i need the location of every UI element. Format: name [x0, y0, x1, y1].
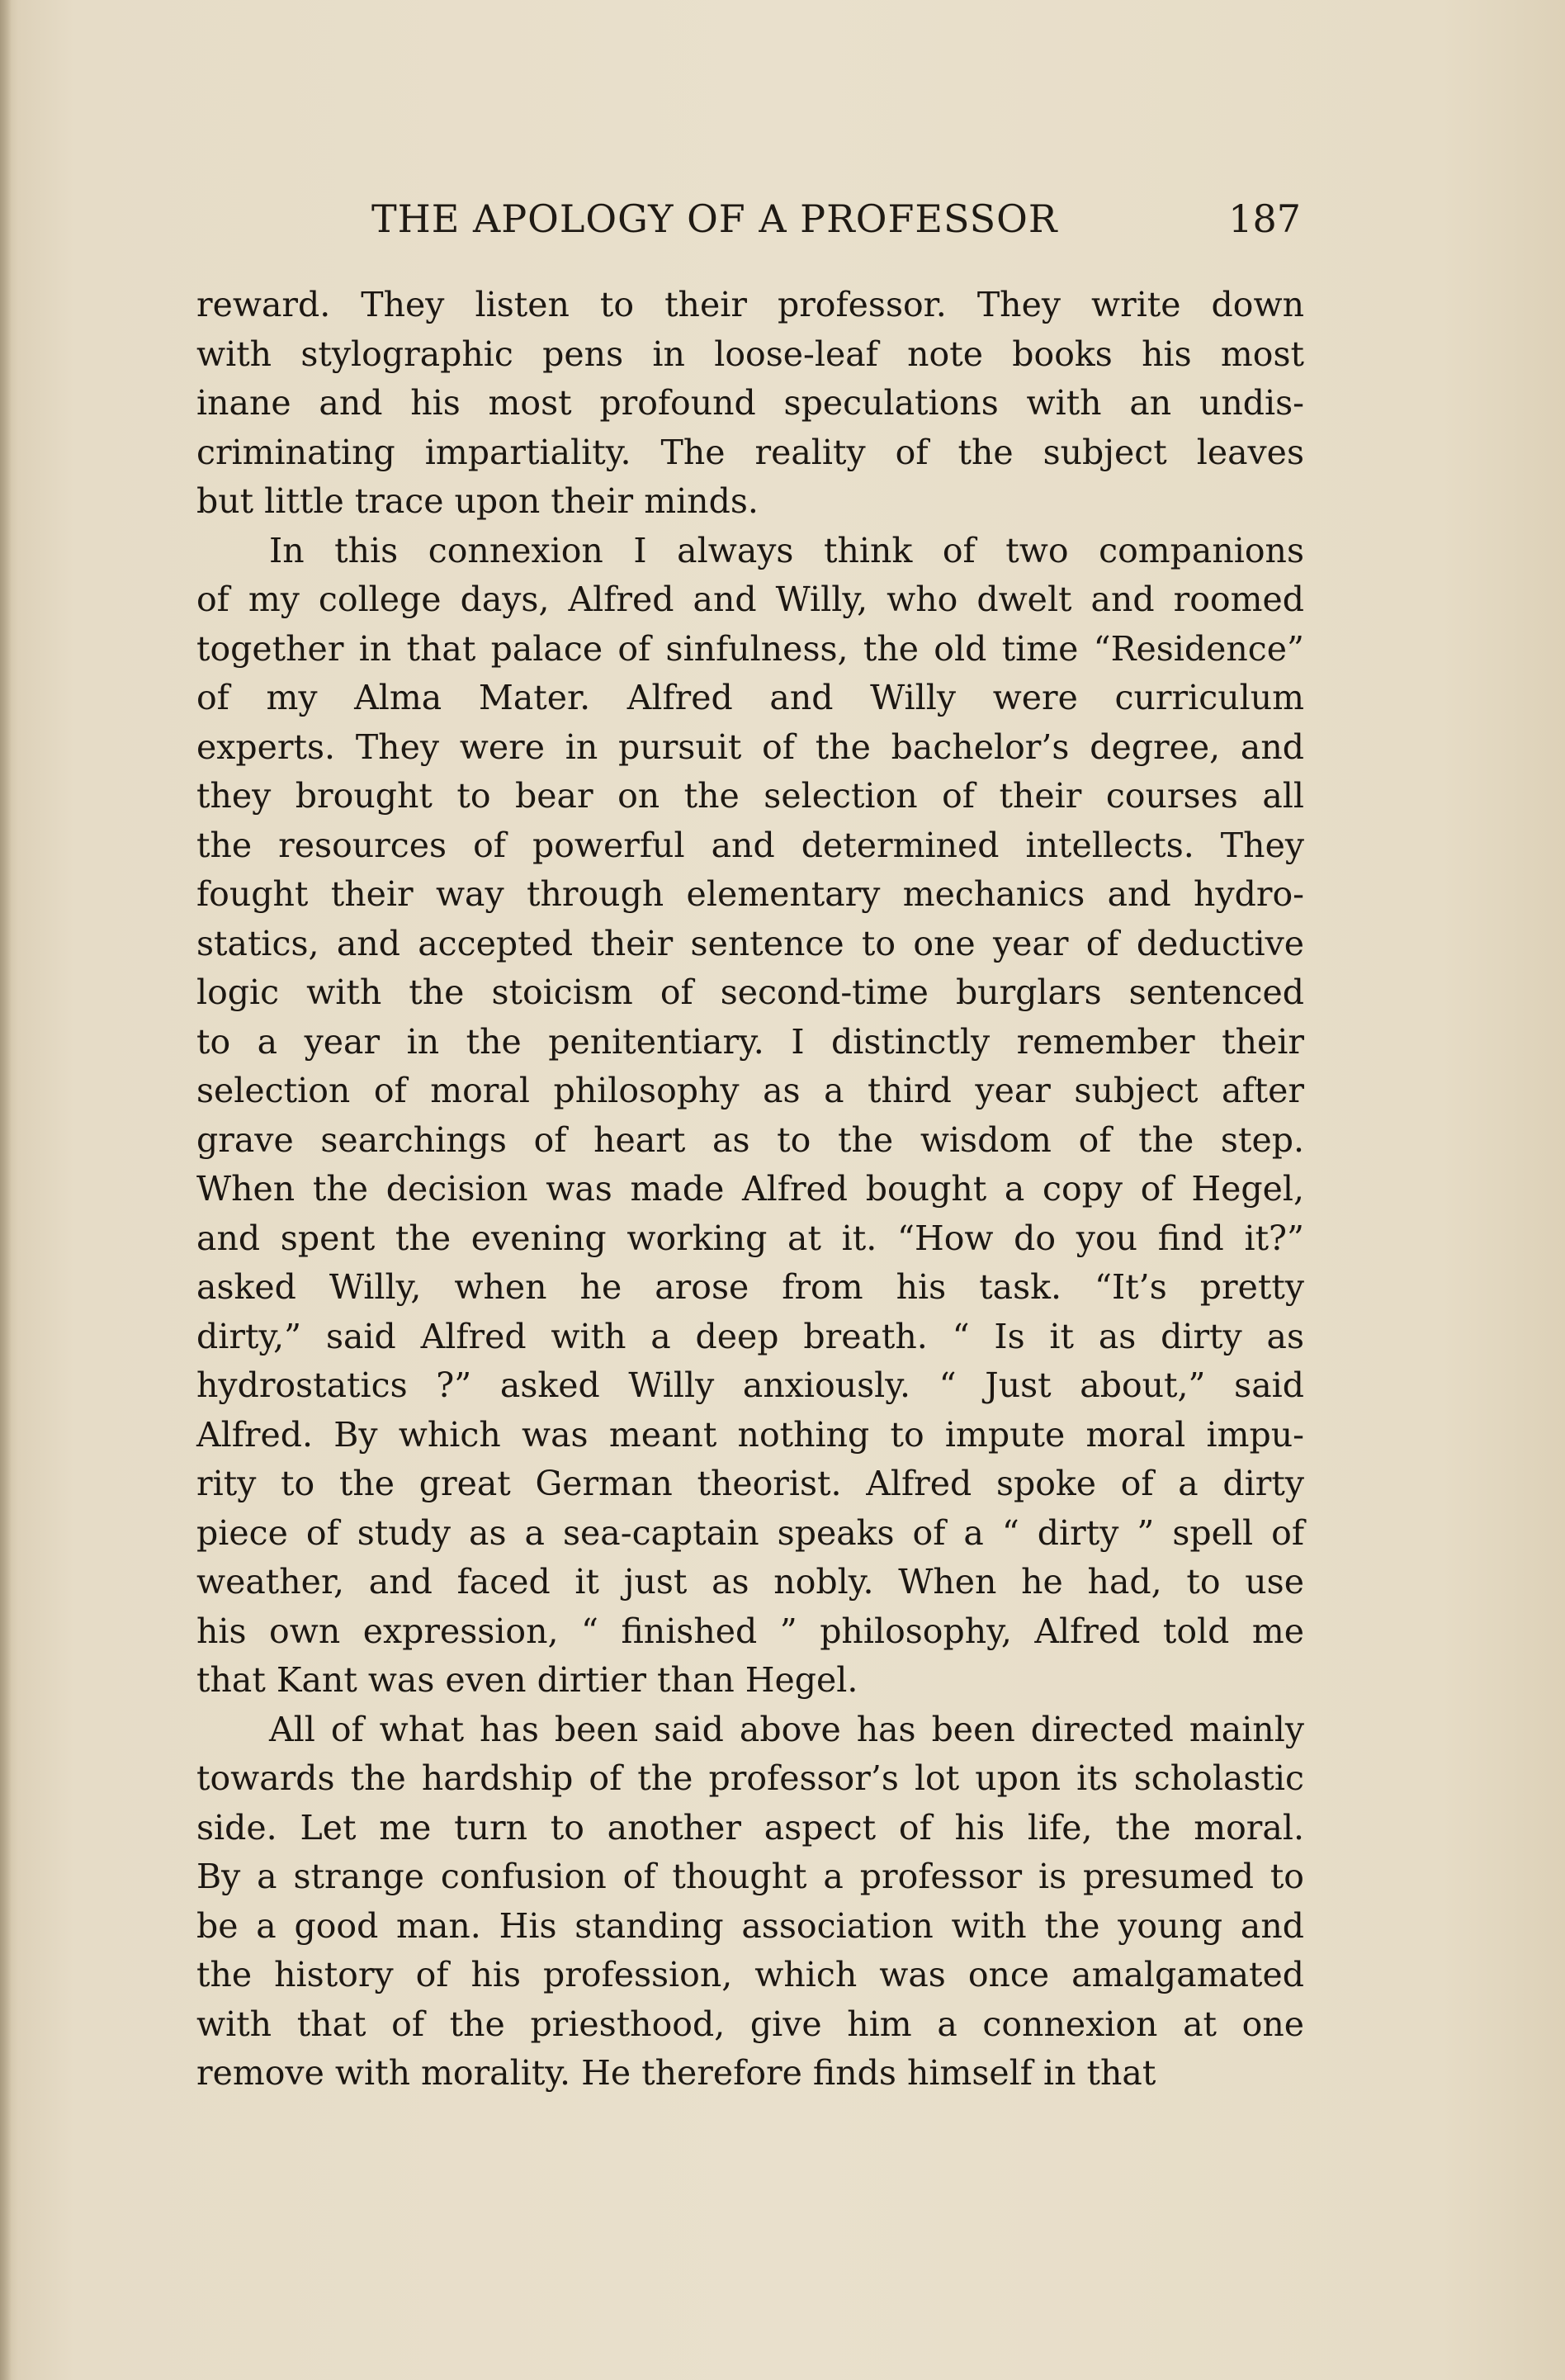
page-number: 187 — [1228, 196, 1301, 241]
text-line: fought their way through elementary mechanics and hydro- — [196, 874, 1304, 914]
text-line: All of what has been said above has been directed mainly — [269, 1709, 1304, 1749]
running-head-title: THE APOLOGY OF A PROFESSOR — [371, 196, 1058, 241]
text-line: inane and his most profound speculations with an undis- — [196, 383, 1304, 423]
text-line: with that of the priesthood, give him a connexion at one — [196, 2004, 1304, 2044]
text-line: criminating impartiality. The reality of the subject leaves — [196, 432, 1304, 472]
text-line: asked Willy, when he arose from his task. “It’s pretty — [196, 1267, 1304, 1307]
text-line: dirty,” said Alfred with a deep breath. “ Is it as dirty as — [196, 1316, 1304, 1356]
text-line: Alfred. By which was meant nothing to impute moral impu- — [196, 1414, 1304, 1455]
text-line: be a good man. His standing association with the young and — [196, 1905, 1304, 1946]
body-text — [196, 281, 1304, 2098]
text-line: that Kant was even dirtier than Hegel. — [196, 1660, 858, 1700]
running-head — [195, 196, 1301, 254]
text-line: selection of moral philosophy as a third year subject after — [196, 1071, 1304, 1110]
text-line: together in that palace of sinfulness, the old time “Residence” — [196, 628, 1304, 669]
text-line: hydrostatics ?” asked Willy anxiously. “ Just about,” said — [196, 1365, 1304, 1405]
paragraph — [196, 281, 1304, 527]
text-line: statics, and accepted their sentence to one year of deductive — [196, 923, 1304, 963]
text-line: the resources of powerful and determined intellects. They — [196, 825, 1304, 865]
text-line: rity to the great German theorist. Alfred spoke of a dirty — [196, 1464, 1304, 1503]
paragraph — [196, 1706, 1304, 2098]
text-line: of my Alma Mater. Alfred and Willy were curriculum — [196, 678, 1304, 717]
text-line: and spent the evening working at it. “How do you find it?” — [196, 1218, 1304, 1258]
text-line: When the decision was made Alfred bought a copy of Hegel, — [196, 1169, 1304, 1209]
text-line: reward. They listen to their professor. They write down — [196, 285, 1304, 324]
text-line: piece of study as a sea-captain speaks of a “ dirty ” spell of — [196, 1512, 1304, 1553]
binding-edge-shadow — [0, 0, 12, 2380]
paragraph — [196, 527, 1304, 1706]
text-line: but little trace upon their minds. — [196, 481, 759, 521]
text-line: with stylographic pens in loose-leaf note books his most — [196, 334, 1304, 374]
text-line: of my college days, Alfred and Willy, who dwelt and roomed — [196, 580, 1304, 619]
text-line: towards the hardship of the professor’s lot upon its scholastic — [196, 1758, 1304, 1798]
text-line: experts. They were in pursuit of the bachelor’s degree, and — [196, 726, 1304, 767]
text-line: In this connexion I always think of two companions — [269, 530, 1304, 570]
text-line: grave searchings of heart as to the wisdom of the step. — [196, 1119, 1304, 1160]
text-line: side. Let me turn to another aspect of his life, the moral. — [196, 1807, 1304, 1848]
text-line: remove with morality. He therefore finds himself in that — [196, 2053, 1156, 2093]
text-line: logic with the stoicism of second-time burglars sentenced — [196, 972, 1304, 1012]
text-line: they brought to bear on the selection of their courses all — [196, 776, 1304, 816]
text-line: weather, and faced it just as nobly. When he had, to use — [196, 1562, 1304, 1602]
text-line: to a year in the penitentiary. I distinctly remember their — [196, 1021, 1304, 1062]
text-line: By a strange confusion of thought a professor is presumed to — [196, 1857, 1304, 1896]
text-line: his own expression, “ finished ” philosophy, Alfred told me — [196, 1611, 1304, 1651]
text-line: the history of his profession, which was once amalgamated — [196, 1955, 1304, 1994]
